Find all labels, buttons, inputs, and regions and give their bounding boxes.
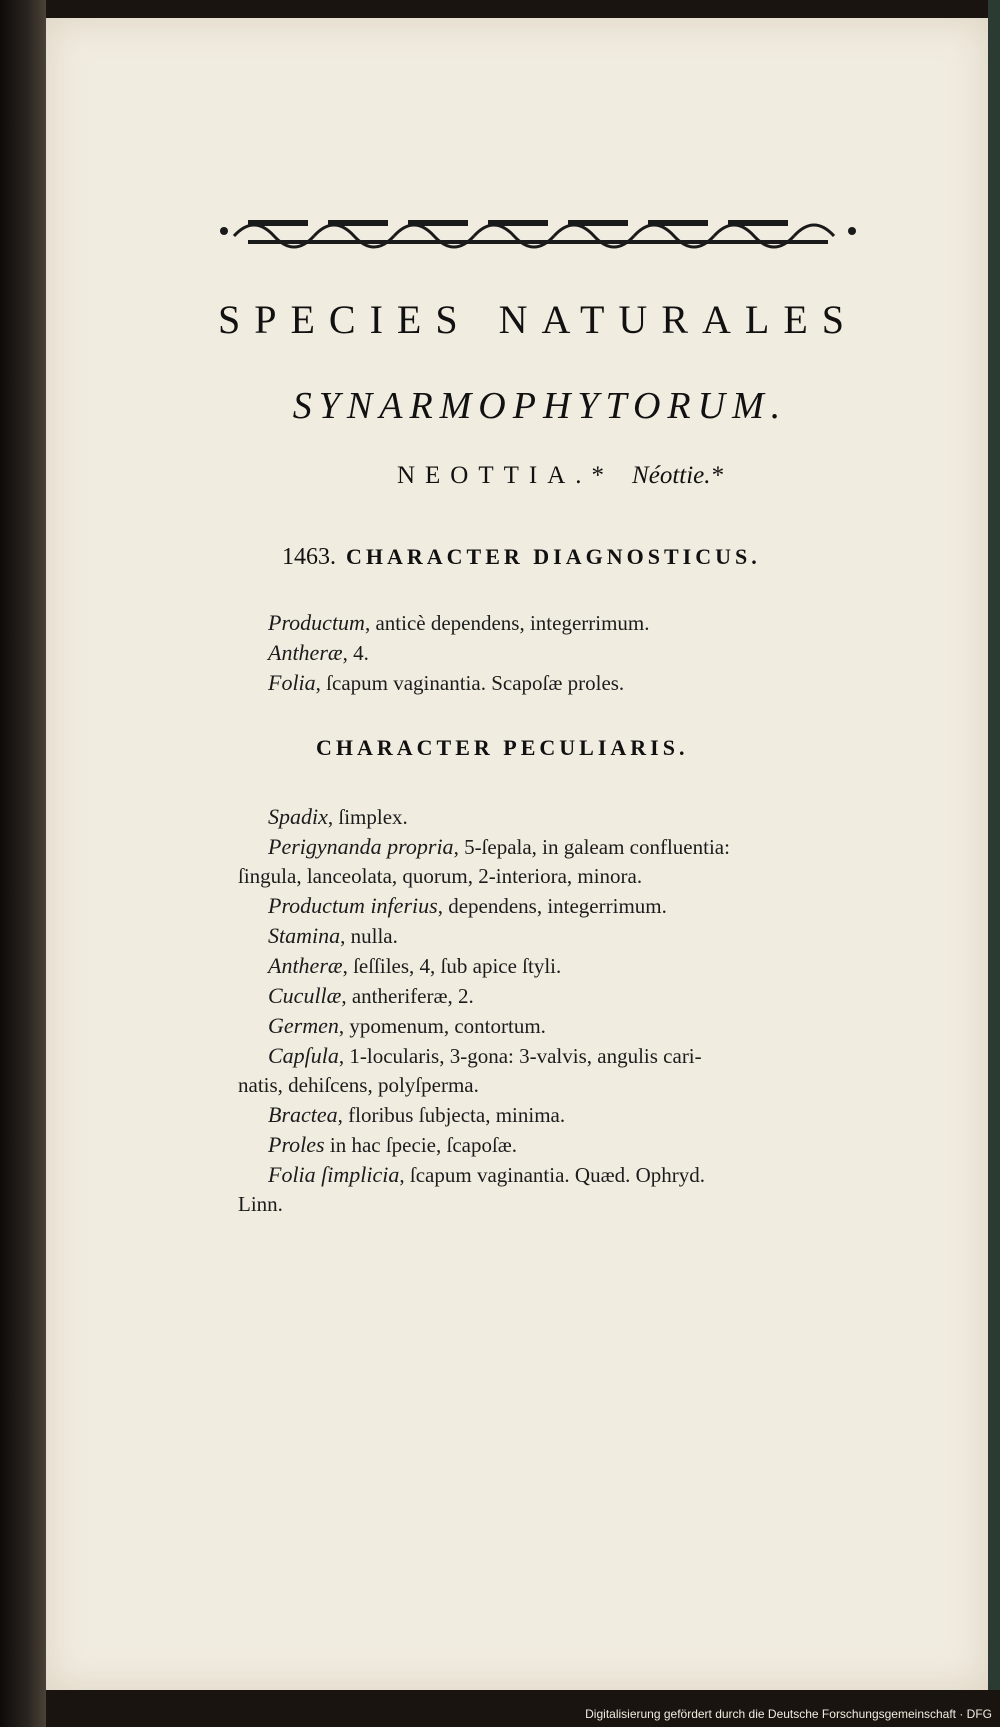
text-line: [238, 1071, 908, 1100]
line-text: ſingula, lanceolata, quorum, 2-interiora, minora.: [238, 864, 643, 888]
line-text: , ſeſſiles, 4, ſub apice ſtyli.: [342, 954, 562, 978]
line-text: , ſcapum vaginantia. Scapoſæ proles.: [315, 671, 625, 695]
text-line: [238, 1190, 908, 1219]
diagnosticus-lines: [268, 608, 908, 698]
line-term: Capſula: [268, 1043, 339, 1068]
line-term: Germen: [268, 1013, 339, 1038]
line-term: Productum: [268, 610, 365, 635]
scan-right-edge: [988, 0, 1000, 1690]
line-term: Bractea: [268, 1102, 338, 1127]
line-text: , ypomenum, contortum.: [338, 1014, 546, 1038]
line-text: , antheriferæ, 2.: [341, 984, 474, 1008]
line-text: , ſimplex.: [327, 805, 408, 829]
section-number: 1463.: [282, 544, 336, 570]
line-term: Productum inferius: [268, 893, 438, 918]
text-line: [268, 802, 908, 832]
text-line: [268, 1160, 908, 1190]
line-text: , 1-locularis, 3-gona: 3-valvis, angulis cari-: [338, 1044, 702, 1068]
text-line: [268, 921, 908, 951]
page-subtitle: SYNARMOPHYTORUM.: [292, 385, 788, 427]
text-line: [268, 951, 908, 981]
peculiaris-heading-text: CHARACTER PECULIARIS.: [316, 735, 689, 760]
line-text: natis, dehiſcens, polyſperma.: [238, 1073, 479, 1097]
line-term: Antheræ: [268, 953, 343, 978]
title-word: SPECIES: [218, 297, 472, 342]
text-line: [268, 981, 908, 1011]
genus-french: Néottie.*: [632, 462, 724, 489]
line-text: , dependens, integerrimum.: [437, 894, 667, 918]
genus-heading: [300, 462, 820, 490]
line-term: Spadix: [268, 804, 328, 829]
text-line: [268, 1041, 908, 1071]
text-line: [268, 668, 908, 698]
text-line: [268, 638, 908, 668]
line-term: Folia: [268, 670, 316, 695]
text-line: [268, 832, 908, 862]
line-text: , ſcapum vaginantia. Quæd. Ophryd.: [399, 1163, 705, 1187]
page-title: [218, 296, 858, 343]
genus-latin: NEOTTIA.*: [396, 462, 615, 489]
line-text: , 4.: [342, 641, 369, 665]
line-text: , 5-ſepala, in galeam confluentia:: [453, 835, 730, 859]
line-term: Proles: [268, 1132, 325, 1157]
text-line: [238, 862, 908, 891]
text-line: [268, 1011, 908, 1041]
scan-left-edge: [0, 0, 46, 1727]
ornament-band: [218, 208, 858, 254]
line-text: , floribus ſubjecta, minima.: [337, 1103, 566, 1127]
line-term: Antheræ: [268, 640, 343, 665]
title-word: NATURALES: [498, 297, 858, 342]
line-text: Linn.: [238, 1192, 283, 1216]
diagnosticus-heading: [282, 544, 761, 571]
line-term: Stamina: [268, 923, 341, 948]
line-term: Perigynanda propria: [268, 834, 454, 859]
text-line: [268, 1130, 908, 1160]
line-term: Folia ſimplicia: [268, 1162, 400, 1187]
line-text: , anticè dependens, integerrimum.: [364, 611, 650, 635]
digitization-credit: Digitalisierung gefördert durch die Deutsche Forschungsgemeinschaft · DFG: [585, 1707, 992, 1721]
peculiaris-heading: [316, 735, 688, 761]
text-line: [268, 1100, 908, 1130]
line-term: Cucullæ: [268, 983, 342, 1008]
text-line: [268, 608, 908, 638]
line-text: in hac ſpecie, ſcapoſæ.: [324, 1133, 518, 1157]
peculiaris-lines: [238, 802, 908, 1219]
diagnosticus-heading-text: CHARACTER DIAGNOSTICUS.: [346, 544, 761, 569]
line-text: , nulla.: [340, 924, 398, 948]
text-line: [268, 891, 908, 921]
